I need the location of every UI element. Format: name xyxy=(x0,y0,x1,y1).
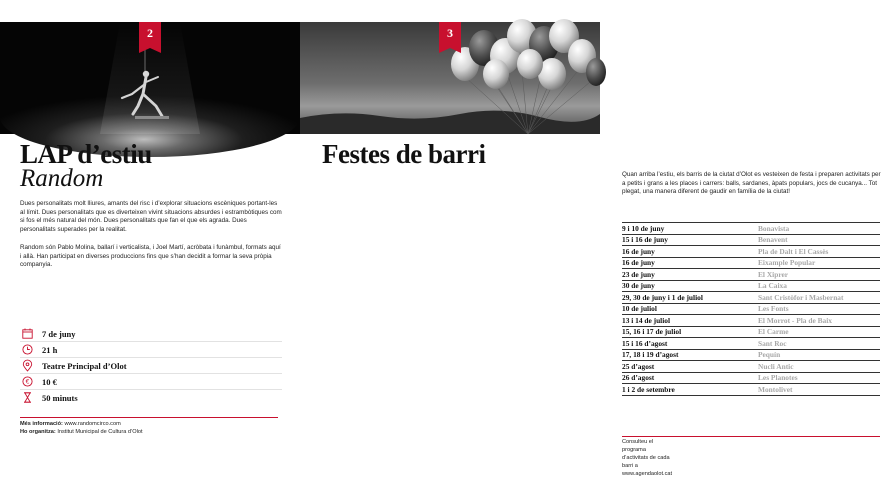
detail-duration xyxy=(20,390,282,405)
detail-venue xyxy=(20,358,282,374)
detail-time xyxy=(20,342,282,358)
detail-date xyxy=(20,326,282,342)
row-place: Eixample Popular xyxy=(758,258,816,268)
table-row xyxy=(622,222,880,235)
right-page xyxy=(300,0,881,477)
table-row xyxy=(622,327,880,339)
row-date: 1 i 2 de setembre xyxy=(622,384,675,394)
page-number-badge: 3 xyxy=(439,22,461,48)
organizer-line xyxy=(20,428,143,436)
row-date: 15 i 16 de juny xyxy=(622,235,668,245)
row-date: 17, 18 i 19 d’agost xyxy=(622,350,679,360)
row-date: 16 de juny xyxy=(622,246,655,256)
detail-price xyxy=(20,374,282,390)
svg-text:€: € xyxy=(25,378,30,386)
table-row xyxy=(622,315,880,327)
row-date: 23 de juny xyxy=(622,269,655,279)
table-row xyxy=(622,384,880,396)
row-date: 30 de juny xyxy=(622,281,655,291)
row-place: Nucli Antic xyxy=(758,361,794,371)
organizer-value: Institut Municipal de Cultura d’Olot xyxy=(57,429,143,435)
description-paragraph: Dues personalitats molt lliures, amants del risc i d’explorar situacions escèniques portant-les al límit. Dues personalitats que es diverteixen vivint situacions absurdes i estrambòtiques com si fos el més natural del món. Dues personalitats que fan el que els agrada. Dues personalitats superades per la realitat. xyxy=(20,200,282,233)
table-row xyxy=(622,235,880,247)
row-date: 25 d’agost xyxy=(622,361,655,371)
table-row xyxy=(622,292,880,304)
info-label: Més informació: xyxy=(20,421,63,427)
table-row xyxy=(622,281,880,293)
organizer-label: Ho organitza: xyxy=(20,429,56,435)
row-date: 29, 30 de juny i 1 de juliol xyxy=(622,292,703,302)
calendar-icon xyxy=(20,328,34,340)
detail-venue-text: Teatre Principal d’Olot xyxy=(42,360,127,371)
program-link[interactable]: Consulteu el programa d’activitats de cada barri a www.agendaolot.cat xyxy=(622,439,673,477)
row-date: 13 i 14 de juliol xyxy=(622,315,671,325)
section-title: Festes de barri xyxy=(322,139,486,169)
table-row xyxy=(622,338,880,350)
event-details xyxy=(20,326,282,405)
row-place: Montolivet xyxy=(758,384,793,394)
row-date: 9 i 10 de juny xyxy=(622,223,665,233)
row-date: 15 i 16 d’agost xyxy=(622,338,668,348)
row-date: 15, 16 i 17 de juliol xyxy=(622,327,682,337)
row-place: Les Fonts xyxy=(758,304,789,314)
row-place: Sant Roc xyxy=(758,338,787,348)
row-date: 10 de juliol xyxy=(622,304,657,314)
table-row xyxy=(622,246,880,258)
page-number-badge: 2 xyxy=(139,22,161,48)
clock-icon xyxy=(20,344,34,356)
euro-icon xyxy=(20,376,34,388)
schedule-table xyxy=(622,222,880,396)
footer-divider xyxy=(622,436,880,437)
footer-divider xyxy=(20,417,278,418)
row-place: El Carme xyxy=(758,327,789,337)
table-row xyxy=(622,350,880,362)
row-place: Benavent xyxy=(758,235,788,245)
detail-time-text: 21 h xyxy=(42,344,58,355)
table-row xyxy=(622,269,880,281)
row-place: Sant Cristòfor i Masbernat xyxy=(758,292,844,302)
detail-date-text: 7 de juny xyxy=(42,328,76,339)
row-place: Pla de Dalt i El Cassès xyxy=(758,246,829,256)
row-place: La Caixa xyxy=(758,281,787,291)
row-place: Pequín xyxy=(758,350,781,360)
hourglass-icon xyxy=(20,392,34,404)
row-place: Les Planotes xyxy=(758,373,798,383)
left-page xyxy=(0,0,300,450)
info-line xyxy=(20,420,121,428)
location-icon xyxy=(20,360,34,372)
row-place: El Morrot - Pla de Baix xyxy=(758,315,832,325)
table-row xyxy=(622,373,880,385)
row-place: El Xiprer xyxy=(758,269,789,279)
event-title: LAP d’estiu xyxy=(20,139,152,169)
table-row xyxy=(622,361,880,373)
intro-paragraph: Quan arriba l’estiu, els barris de la ciutat d’Olot es vesteixen de festa i preparen activitats per a petits i grans a les places i carrers: balls, sardanes, àpats populars, jocs de cucanya... Tot plegat, una manera diferent de gaudir en família de la ciutat! xyxy=(622,171,881,196)
table-row xyxy=(622,258,880,270)
row-date: 26 d’agost xyxy=(622,373,655,383)
row-date: 16 de juny xyxy=(622,258,655,268)
detail-price-text: 10 € xyxy=(42,376,57,387)
company-paragraph: Random són Pablo Molina, ballarí i verticalista, i Joel Martí, acròbata i funàmbul, formats aquí i allà. Han participat en diverses produccions fins que s’han decidit a formar la seva pròpia companyia. xyxy=(20,244,281,269)
row-place: Bonavista xyxy=(758,223,790,233)
table-row xyxy=(622,304,880,316)
event-subtitle: Random xyxy=(20,165,104,192)
info-link[interactable]: www.randomcirco.com xyxy=(64,421,121,427)
detail-duration-text: 50 minuts xyxy=(42,392,78,403)
